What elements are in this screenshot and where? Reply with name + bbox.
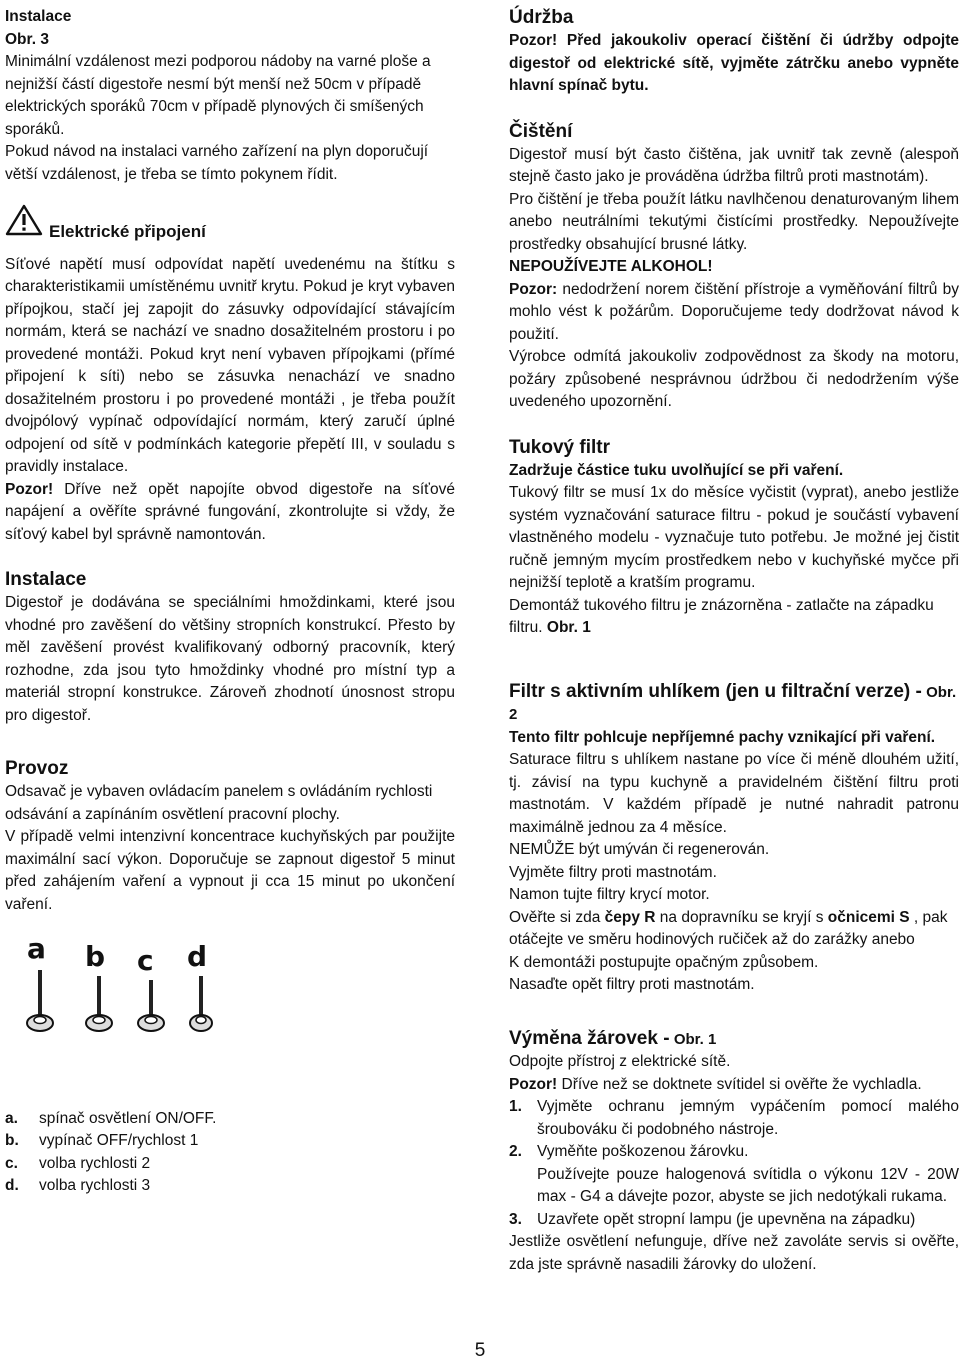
- knob-d: [190, 976, 212, 1031]
- bulb-heading: Výměna žárovek - Obr. 1: [509, 1027, 717, 1049]
- knob-legend: [5, 1108, 455, 1198]
- cleaning-paragraph-2: Pro čištění je třeba použít látku navlhčenou denaturovaným lihem anebo neutrálními tekutými čistícími prostředky. Nepoužívejte prostředky obsahující brusné látky.: [509, 190, 959, 253]
- grease-filter-heading: Tukový filtr: [509, 436, 610, 458]
- warning-triangle-icon: [5, 204, 43, 244]
- bulb-step: 3. Uzavřete opět stropní lampu (je upevněna na západku): [509, 1210, 916, 1228]
- right-column: [509, 6, 959, 1276]
- maintenance-warning: Pozor! Před jakoukoliv operací čištění či údržby odpojte digestoř od elektrické sítě, vyjměte zátrčku anebo vypněte hlavní spínač bytu.: [509, 32, 959, 94]
- installation-heading-1: Instalace: [5, 8, 72, 25]
- knob-label-a: a: [27, 932, 46, 965]
- bulb-step: 2. Vyměňte poškozenou žárovku.: [509, 1143, 749, 1160]
- bulb-warning: Pozor! Dříve než se doktnete svítidel si ověřte že vychladla.: [509, 1075, 922, 1093]
- figure-ref: Obr. 3: [5, 30, 49, 48]
- knob-b: [86, 976, 112, 1031]
- knob-label-b: b: [85, 940, 106, 973]
- bulb-step-note: Používejte pouze halogenová svítidla o výkonu 12V - 20W max - G4 a dávejte pozor, abyste se jich nedotýkali rukama.: [537, 1165, 959, 1205]
- grease-filter-paragraph-2: Demontáž tukového filtru je znázorněna - zatlačte na západku filtru. Obr. 1: [509, 596, 934, 636]
- operation-paragraph-1: Odsavač je vybaven ovládacím panelem s ovládáním rychlosti odsávání a zapínáním osvětlení pracovní plochy.: [5, 783, 433, 823]
- carbon-filter-line-2: Vyjměte filtry proti mastnotám.: [509, 863, 717, 881]
- knob-label-c: c: [137, 944, 154, 977]
- installation-paragraph-2: Pokud návod na instalaci varného zařízení na plyn doporučují větší vzdálenost, je třeba se tímto pokynem řídit.: [5, 143, 429, 183]
- carbon-filter-subtitle: Tento filtr pohlcuje nepříjemné pachy vznikající při vaření.: [509, 728, 936, 746]
- grease-filter-subtitle: Zadržuje částice tuku uvolňující se při vaření.: [509, 461, 844, 479]
- carbon-filter-line-6: Nasaďte opět filtry proti mastnotám.: [509, 976, 755, 993]
- knob-c: [138, 980, 164, 1031]
- maintenance-heading: Údržba: [509, 7, 574, 28]
- cleaning-paragraph-3: Výrobce odmítá jakoukoliv zodpovědnost za škody na motoru, požáry způsobené nesprávnou údržbou či nedodržením výše uvedeného upozornění.: [509, 348, 959, 410]
- bulb-line-1: Odpojte přístroj z elektrické sítě.: [509, 1053, 731, 1070]
- carbon-filter-line-3: Namon tujte filtry krycí motor.: [509, 886, 710, 903]
- carbon-filter-line-1: NEMŮŽE být umýván či regenerován.: [509, 841, 770, 858]
- carbon-filter-line-4: Ověřte si zda čepy R na dopravníku se kryjí s očnicemi S , pak otáčejte ve směru hodinových ručiček až do zarážky anebo: [509, 908, 948, 948]
- electric-paragraph: Síťové napětí musí odpovídat napětí uvedenému na štítku s charakteristikamii umístěnému uvnitř krytu. Pokud je kryt vybaven přípojkou, stačí jej zapojit do zásuvky odpovídající stávajícím normám, která se nachází ve snadno dosažitelném prostoru i po provedené montáži. Pokud kryt není vybaven přípojkami (přímé připojení k síti) nebo se zásuvka nenachází ve snadno dosažitelném prostoru i po provedené montáži , je třeba použít dvojpólový vypínač odpovídající normám, který zaručí úplné odpojení od sítě v podmínkách kategorie přepětí III, v souladu s pravidly instalace.: [5, 255, 455, 475]
- electric-heading-row: [5, 204, 455, 244]
- carbon-filter-line-5: K demontáži postupujte opačným způsobem.: [509, 953, 819, 971]
- no-alcohol-warning: NEPOUŽÍVEJTE ALKOHOL!: [509, 258, 713, 275]
- bulb-final-note: Jestliže osvětlení nefunguje, dříve než zavoláte servis si ověřte, zda jste správně nasadili žárovky do uložení.: [509, 1233, 959, 1273]
- knob-label-d: d: [187, 940, 208, 973]
- bulb-steps-continued: [509, 1209, 959, 1232]
- operation-paragraph-2: V případě velmi intenzivní koncentrace kuchyňských par použijte maximální sací výkon. Doporučuje se zapnout digestoř 5 minut před zahájením vaření a vypnout ji cca 15 minut po ukončení vaření.: [5, 828, 455, 913]
- electric-heading: Elektrické připojení: [49, 221, 206, 241]
- left-column: [5, 6, 455, 1198]
- electric-warning: [5, 479, 455, 547]
- warning-text: Dříve než opět napojíte obvod digestoře na síťové napájení a ověříte správné fungování, zkontrolujte si vždy, že síťový kabel byl správně namontován.: [5, 480, 455, 543]
- installation-paragraph-1: Minimální vzdálenost mezi podporou nádoby na varné ploše a nejnižší částí digestoře nesmí být menší než 50cm v případě elektrických sporáků 70cm v případě plynových či smíšených sporáků.: [5, 53, 431, 138]
- cleaning-paragraph-1: Digestoř musí být často čištěna, jak uvnitř tak zevně (alespoň stejně často jako je prováděna údržba filtrů proti mastnotám).: [509, 145, 959, 185]
- carbon-filter-heading: Filtr s aktivním uhlíkem (jen u filtrační verze) - Obr. 2: [509, 680, 957, 723]
- installation-heading-2: Instalace: [5, 569, 87, 590]
- knob-a: [27, 970, 53, 1031]
- legend-item: a. spínač osvětlení ON/OFF.: [5, 1109, 217, 1127]
- warning-label: Pozor!: [5, 480, 54, 498]
- legend-item: b. vypínač OFF/rychlost 1: [5, 1132, 199, 1149]
- grease-filter-paragraph-1: Tukový filtr se musí 1x do měsíce vyčistit (vyprat), anebo jestliže systém vyznačování saturace filtru - pokud je součástí vybavení vlastněného modelu - vyznačuje tuto potřebu. Je možné jej čistit ručně jemným mycím prostředkem nebo v kuchyňské myčce při nejnižší teplotě a kratším programu.: [509, 484, 959, 591]
- operation-heading: Provoz: [5, 758, 69, 779]
- control-knobs-illustration: [15, 928, 455, 1056]
- cleaning-heading: Čištění: [509, 120, 573, 142]
- carbon-filter-paragraph: Saturace filtru s uhlíkem nastane po více či méně dlouhém užití, tj. závisí na typu kuchyně a pravidelném čištění filtru proti mastnotám. V každém případě je nutné nahradit patronu maximálně jednou za 4 měsíce.: [509, 751, 959, 836]
- legend-item: d. volba rychlosti 3: [5, 1177, 151, 1194]
- installation-paragraph-3: Digestoř je dodávána se speciálními hmoždinkami, které jsou vhodné pro zavěšení do většiny stropních konstrukcí. Přesto by měl zavěšení provést kvalifikovaný odborný pracovník, který rozhodne, zda jsou tyto hmoždinky vhodné pro místní typ a materiál stropní konstrukce. Zároveň zhodnotí únosnost stropu pro digestoř.: [5, 594, 455, 724]
- cleaning-warning: Pozor: nedodržení norem čištění přístroje a vyměňování filtrů by mohlo vést k požárům. Doporučujeme tedy dodržovat návod k použití.: [509, 280, 959, 343]
- legend-item: c. volba rychlosti 2: [5, 1154, 151, 1172]
- bulb-steps: [509, 1096, 959, 1164]
- page-number: 5: [474, 1340, 486, 1361]
- bulb-step: 1. Vyjměte ochranu jemným vypáčením pomocí malého šroubováku či podobného nástroje.: [509, 1098, 959, 1138]
